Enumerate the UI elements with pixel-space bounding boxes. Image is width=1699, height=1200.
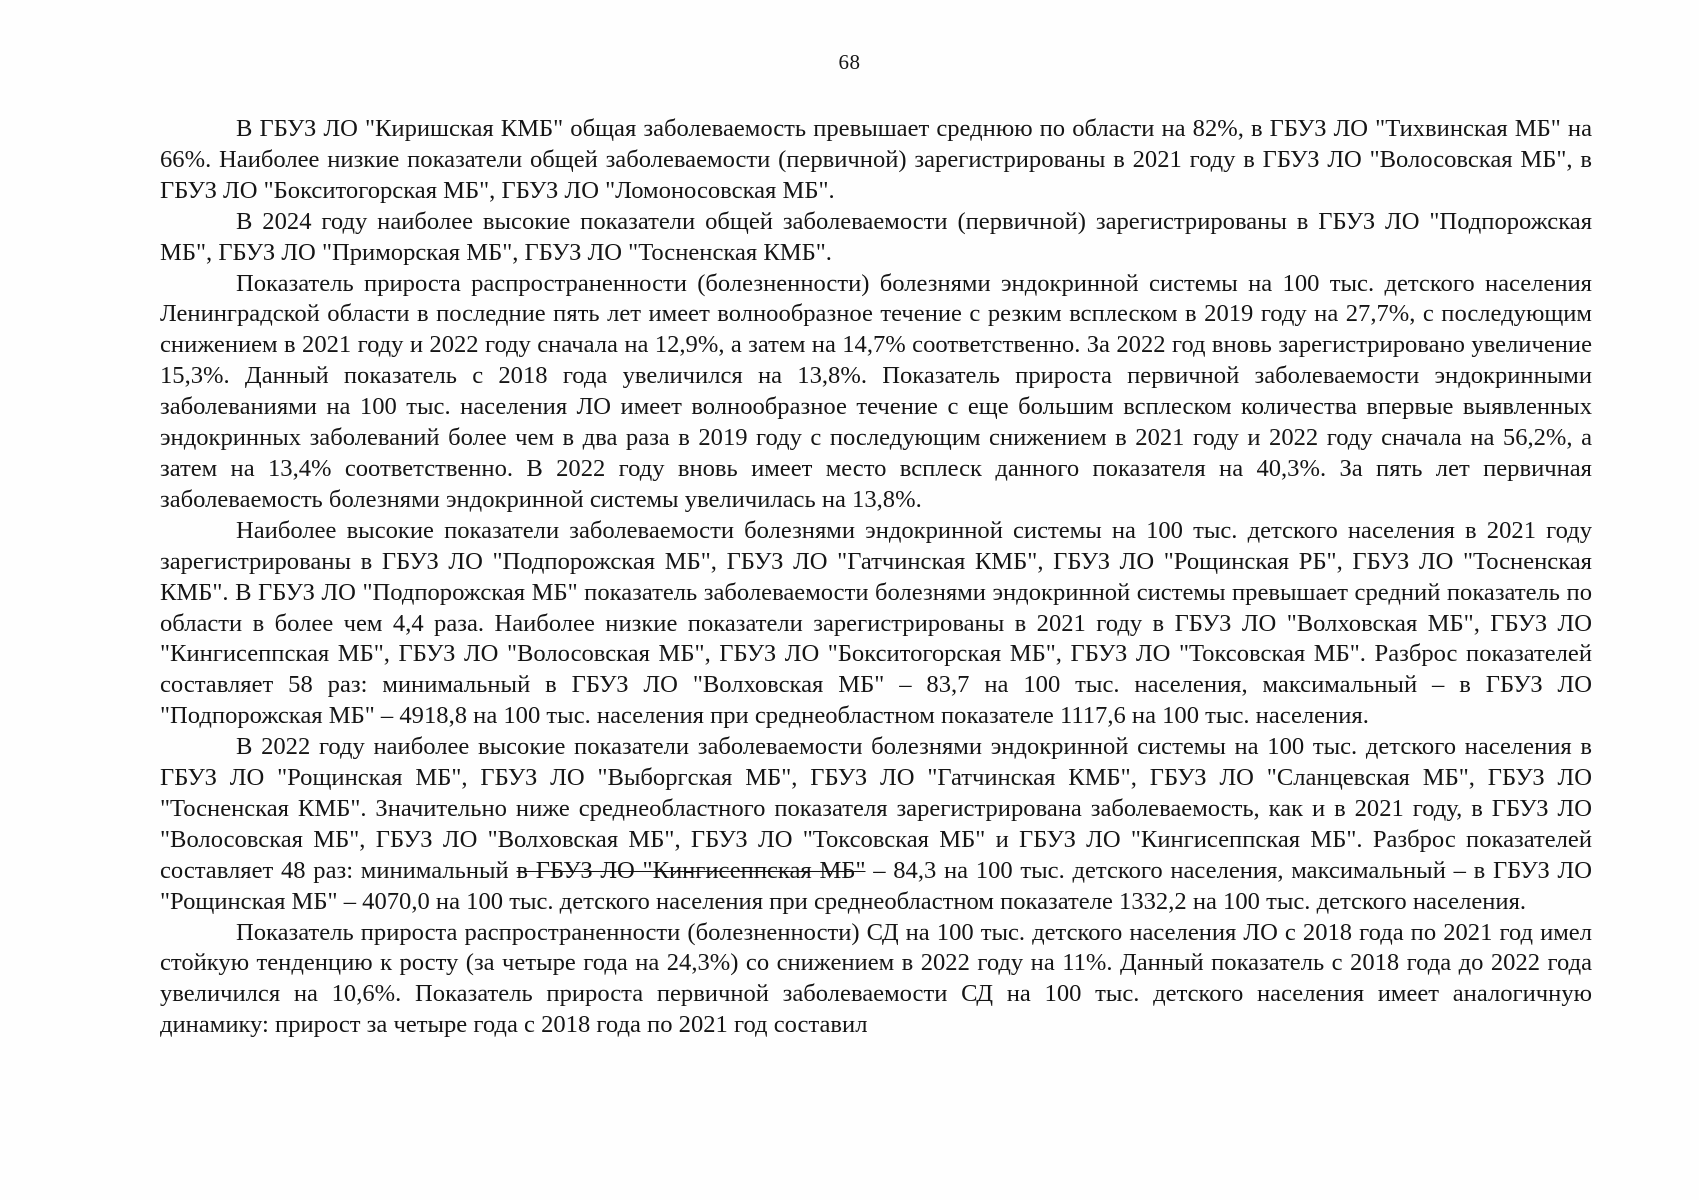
- paragraph-diabetes-prevalence-growth: Показатель прироста распространенности (болезненности) СД на 100 тыс. детского населения ЛО с 2018 года по 2021 год имел стойкую тенденцию к росту (за четыре года на 24,3%) со снижением в 2022 году на 11%. Данный показатель с 2018 года до 2022 года увеличился на 10,6%. Показатель прироста первичной заболеваемости СД на 100 тыс. детского населения имеет аналогичную динамику: прирост за четыре года с 2018 года по 2021 год составил: [160, 918, 1592, 1039]
- paragraph-2021-endocrine-rates: Наиболее высокие показатели заболеваемости болезнями эндокринной системы на 100 тыс. детского населения в 2021 году зарегистрированы в ГБУЗ ЛО "Подпорожская МБ", ГБУЗ ЛО "Гатчинская КМБ", ГБУЗ ЛО "Рощинская РБ", ГБУЗ ЛО "Тосненская КМБ". В ГБУЗ ЛО "Подпорожская МБ" показатель заболеваемости болезнями эндокринной системы превышает средний показатель по области в более чем 4,4 раза. Наиболее низкие показатели зарегистрированы в 2021 году в ГБУЗ ЛО "Волховская МБ", ГБУЗ ЛО "Кингисеппская МБ", ГБУЗ ЛО "Волосовская МБ", ГБУЗ ЛО "Бокситогорская МБ", ГБУЗ ЛО "Токсовская МБ". Разброс показателей составляет 58 раз: минимальный в ГБУЗ ЛО "Волховская МБ" – 83,7 на 100 тыс. населения, максимальный – в ГБУЗ ЛО "Подпорожская МБ" – 4918,8 на 100 тыс. населения при среднеобластном показателе 1117,6 на 100 тыс. населения.: [160, 516, 1592, 730]
- document-body: [160, 114, 1592, 1041]
- struck-text: в ГБУЗ ЛО "Кингисеппская МБ": [516, 856, 866, 884]
- paragraph-2022-text-before: В 2022 году наиболее высокие показатели заболеваемости болезнями эндокринной системы на 100 тыс. детского населения в ГБУЗ ЛО "Рощинская МБ", ГБУЗ ЛО "Выборгская МБ", ГБУЗ ЛО "Гатчинская КМБ", ГБУЗ ЛО "Сланцевская МБ", ГБУЗ ЛО "Тосненская КМБ". Значительно ниже среднеобластного показателя зарегистрирована заболеваемость, как и в 2021 году, в ГБУЗ ЛО "Волосовская МБ", ГБУЗ ЛО "Волховская МБ", ГБУЗ ЛО "Токсовская МБ" и ГБУЗ ЛО "Кингисеппская МБ". Разброс показателей составляет 48 раз: минимальный: [160, 733, 1592, 884]
- paragraph-endocrine-prevalence-growth: Показатель прироста распространенности (болезненности) болезнями эндокринной системы на 100 тыс. детского населения Ленинградской области в последние пять лет имеет волнообразное течение с резким всплеском в 2019 году на 27,7%, с последующим снижением в 2021 году и 2022 году сначала на 12,9%, а затем на 14,7% соответственно. За 2022 год вновь зарегистрировано увеличение 15,3%. Данный показатель с 2018 года увеличился на 13,8%. Показатель прироста первичной заболеваемости эндокринными заболеваниями на 100 тыс. населения ЛО имеет волнообразное течение с еще большим всплеском количества впервые выявленных эндокринных заболеваний более чем в два раза в 2019 году с последующим снижением в 2021 году и 2022 году сначала на 56,2%, а затем на 13,4% соответственно. В 2022 году вновь имеет место всплеск данного показателя на 40,3%. За пять лет первичная заболеваемость болезнями эндокринной системы увеличилась на 13,8%.: [160, 269, 1592, 513]
- paragraph-kirishi-morbidity: В ГБУЗ ЛО "Киришская КМБ" общая заболеваемость превышает среднюю по области на 82%, в ГБУЗ ЛО "Тихвинская МБ" на 66%. Наиболее низкие показатели общей заболеваемости (первичной) зарегистрированы в 2021 году в ГБУЗ ЛО "Волосовская МБ", в ГБУЗ ЛО "Бокситогорская МБ", ГБУЗ ЛО "Ломоносовская МБ".: [160, 115, 1592, 204]
- paragraph-2024-highest-rates: В 2024 году наиболее высокие показатели общей заболеваемости (первичной) зарегистрированы в ГБУЗ ЛО "Подпорожская МБ", ГБУЗ ЛО "Приморская МБ", ГБУЗ ЛО "Тосненская КМБ".: [160, 207, 1592, 266]
- page-number: 68: [838, 50, 861, 74]
- paragraph-2022-text-after: – 84,3 на 100 тыс. детского населения, максимальный – в ГБУЗ ЛО "Рощинская МБ" – 4070,0 на 100 тыс. детского населения при среднеобластном показателе 1332,2 на 100 тыс. детского населения.: [160, 856, 1592, 915]
- paragraph-2022-endocrine-rates: [160, 732, 1592, 917]
